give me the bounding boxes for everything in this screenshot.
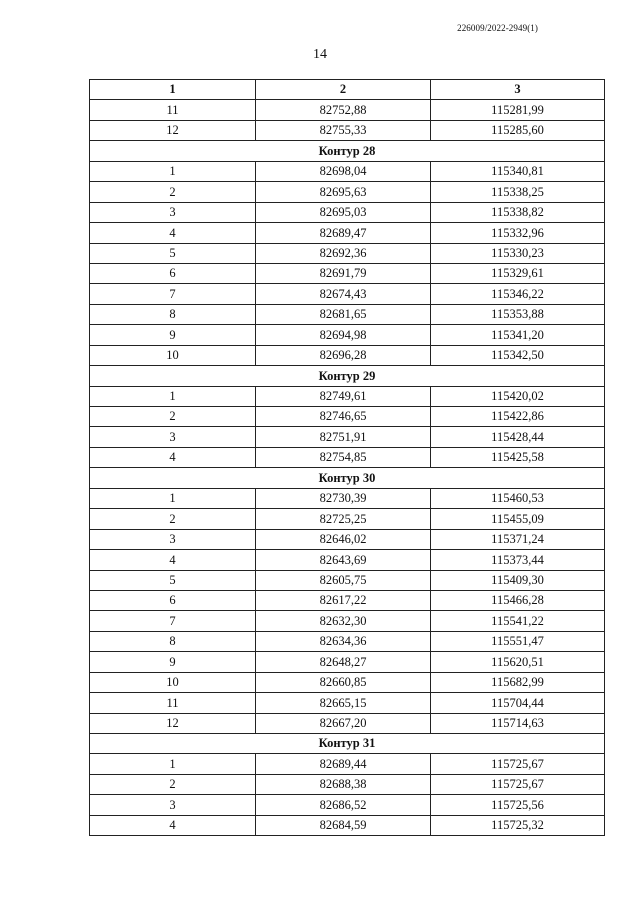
x-coordinate-cell: 82754,85 bbox=[256, 447, 431, 467]
contour-title: Контур 31 bbox=[90, 734, 605, 754]
point-number-cell: 5 bbox=[90, 570, 256, 590]
table-row bbox=[90, 672, 605, 692]
contour-section-row bbox=[90, 734, 605, 754]
x-coordinate-cell: 82698,04 bbox=[256, 161, 431, 181]
x-coordinate-cell: 82634,36 bbox=[256, 631, 431, 651]
x-coordinate-cell: 82692,36 bbox=[256, 243, 431, 263]
coordinates-table bbox=[89, 79, 605, 836]
y-coordinate-cell: 115342,50 bbox=[431, 345, 605, 365]
x-coordinate-cell: 82684,59 bbox=[256, 815, 431, 835]
table-row bbox=[90, 304, 605, 324]
x-coordinate-cell: 82648,27 bbox=[256, 652, 431, 672]
y-coordinate-cell: 115551,47 bbox=[431, 631, 605, 651]
point-number-cell: 4 bbox=[90, 815, 256, 835]
y-coordinate-cell: 115346,22 bbox=[431, 284, 605, 304]
x-coordinate-cell: 82694,98 bbox=[256, 325, 431, 345]
x-coordinate-cell: 82646,02 bbox=[256, 529, 431, 549]
point-number-cell: 12 bbox=[90, 713, 256, 733]
y-coordinate-cell: 115422,86 bbox=[431, 407, 605, 427]
x-coordinate-cell: 82681,65 bbox=[256, 304, 431, 324]
point-number-cell: 1 bbox=[90, 754, 256, 774]
table-row bbox=[90, 693, 605, 713]
contour-title: Контур 28 bbox=[90, 141, 605, 161]
x-coordinate-cell: 82695,63 bbox=[256, 182, 431, 202]
y-coordinate-cell: 115420,02 bbox=[431, 386, 605, 406]
y-coordinate-cell: 115428,44 bbox=[431, 427, 605, 447]
contour-section-row bbox=[90, 141, 605, 161]
point-number-cell: 10 bbox=[90, 672, 256, 692]
point-number-cell: 9 bbox=[90, 652, 256, 672]
table-row bbox=[90, 120, 605, 140]
table-row bbox=[90, 550, 605, 570]
contour-section-row bbox=[90, 468, 605, 488]
y-coordinate-cell: 115371,24 bbox=[431, 529, 605, 549]
table-row bbox=[90, 488, 605, 508]
point-number-cell: 2 bbox=[90, 407, 256, 427]
table-row bbox=[90, 263, 605, 283]
table-row bbox=[90, 754, 605, 774]
y-coordinate-cell: 115714,63 bbox=[431, 713, 605, 733]
table-row bbox=[90, 386, 605, 406]
point-number-cell: 2 bbox=[90, 509, 256, 529]
table-row bbox=[90, 815, 605, 835]
x-coordinate-cell: 82667,20 bbox=[256, 713, 431, 733]
coordinates-table-body bbox=[90, 80, 605, 836]
table-row bbox=[90, 447, 605, 467]
point-number-cell: 1 bbox=[90, 161, 256, 181]
point-number-cell: 8 bbox=[90, 631, 256, 651]
y-coordinate-cell: 115373,44 bbox=[431, 550, 605, 570]
table-row bbox=[90, 345, 605, 365]
y-coordinate-cell: 115281,99 bbox=[431, 100, 605, 120]
column-header-2: 2 bbox=[256, 80, 431, 100]
page-number: 14 bbox=[313, 47, 327, 62]
y-coordinate-cell: 115425,58 bbox=[431, 447, 605, 467]
table-row bbox=[90, 611, 605, 631]
x-coordinate-cell: 82730,39 bbox=[256, 488, 431, 508]
x-coordinate-cell: 82686,52 bbox=[256, 795, 431, 815]
y-coordinate-cell: 115330,23 bbox=[431, 243, 605, 263]
table-row bbox=[90, 590, 605, 610]
table-row bbox=[90, 529, 605, 549]
x-coordinate-cell: 82695,03 bbox=[256, 202, 431, 222]
table-row bbox=[90, 407, 605, 427]
point-number-cell: 3 bbox=[90, 427, 256, 447]
table-row bbox=[90, 509, 605, 529]
y-coordinate-cell: 115682,99 bbox=[431, 672, 605, 692]
x-coordinate-cell: 82605,75 bbox=[256, 570, 431, 590]
point-number-cell: 2 bbox=[90, 774, 256, 794]
point-number-cell: 4 bbox=[90, 550, 256, 570]
x-coordinate-cell: 82746,65 bbox=[256, 407, 431, 427]
table-row bbox=[90, 652, 605, 672]
table-row bbox=[90, 325, 605, 345]
x-coordinate-cell: 82752,88 bbox=[256, 100, 431, 120]
column-header-1: 1 bbox=[90, 80, 256, 100]
y-coordinate-cell: 115620,51 bbox=[431, 652, 605, 672]
x-coordinate-cell: 82660,85 bbox=[256, 672, 431, 692]
y-coordinate-cell: 115341,20 bbox=[431, 325, 605, 345]
x-coordinate-cell: 82725,25 bbox=[256, 509, 431, 529]
table-row bbox=[90, 182, 605, 202]
y-coordinate-cell: 115460,53 bbox=[431, 488, 605, 508]
x-coordinate-cell: 82632,30 bbox=[256, 611, 431, 631]
document-number: 226009/2022-2949(1) bbox=[457, 23, 538, 33]
x-coordinate-cell: 82665,15 bbox=[256, 693, 431, 713]
contour-section-row bbox=[90, 366, 605, 386]
table-row bbox=[90, 570, 605, 590]
y-coordinate-cell: 115338,82 bbox=[431, 202, 605, 222]
table-row bbox=[90, 631, 605, 651]
y-coordinate-cell: 115725,56 bbox=[431, 795, 605, 815]
table-header-row bbox=[90, 80, 605, 100]
point-number-cell: 3 bbox=[90, 795, 256, 815]
point-number-cell: 3 bbox=[90, 529, 256, 549]
point-number-cell: 6 bbox=[90, 590, 256, 610]
point-number-cell: 11 bbox=[90, 100, 256, 120]
y-coordinate-cell: 115455,09 bbox=[431, 509, 605, 529]
x-coordinate-cell: 82749,61 bbox=[256, 386, 431, 406]
point-number-cell: 11 bbox=[90, 693, 256, 713]
table-row bbox=[90, 795, 605, 815]
column-header-3: 3 bbox=[431, 80, 605, 100]
y-coordinate-cell: 115409,30 bbox=[431, 570, 605, 590]
x-coordinate-cell: 82688,38 bbox=[256, 774, 431, 794]
y-coordinate-cell: 115340,81 bbox=[431, 161, 605, 181]
point-number-cell: 2 bbox=[90, 182, 256, 202]
point-number-cell: 5 bbox=[90, 243, 256, 263]
y-coordinate-cell: 115704,44 bbox=[431, 693, 605, 713]
point-number-cell: 7 bbox=[90, 611, 256, 631]
y-coordinate-cell: 115725,32 bbox=[431, 815, 605, 835]
y-coordinate-cell: 115541,22 bbox=[431, 611, 605, 631]
y-coordinate-cell: 115725,67 bbox=[431, 774, 605, 794]
point-number-cell: 12 bbox=[90, 120, 256, 140]
point-number-cell: 1 bbox=[90, 386, 256, 406]
table-row bbox=[90, 284, 605, 304]
table-row bbox=[90, 202, 605, 222]
point-number-cell: 6 bbox=[90, 263, 256, 283]
table-row bbox=[90, 100, 605, 120]
x-coordinate-cell: 82617,22 bbox=[256, 590, 431, 610]
table-row bbox=[90, 161, 605, 181]
table-row bbox=[90, 223, 605, 243]
point-number-cell: 10 bbox=[90, 345, 256, 365]
y-coordinate-cell: 115466,28 bbox=[431, 590, 605, 610]
point-number-cell: 3 bbox=[90, 202, 256, 222]
y-coordinate-cell: 115338,25 bbox=[431, 182, 605, 202]
contour-title: Контур 29 bbox=[90, 366, 605, 386]
y-coordinate-cell: 115725,67 bbox=[431, 754, 605, 774]
x-coordinate-cell: 82751,91 bbox=[256, 427, 431, 447]
x-coordinate-cell: 82689,44 bbox=[256, 754, 431, 774]
table-row bbox=[90, 427, 605, 447]
table-row bbox=[90, 774, 605, 794]
x-coordinate-cell: 82755,33 bbox=[256, 120, 431, 140]
contour-title: Контур 30 bbox=[90, 468, 605, 488]
table-row bbox=[90, 243, 605, 263]
point-number-cell: 4 bbox=[90, 447, 256, 467]
point-number-cell: 9 bbox=[90, 325, 256, 345]
x-coordinate-cell: 82696,28 bbox=[256, 345, 431, 365]
y-coordinate-cell: 115332,96 bbox=[431, 223, 605, 243]
y-coordinate-cell: 115329,61 bbox=[431, 263, 605, 283]
point-number-cell: 7 bbox=[90, 284, 256, 304]
point-number-cell: 1 bbox=[90, 488, 256, 508]
x-coordinate-cell: 82674,43 bbox=[256, 284, 431, 304]
point-number-cell: 8 bbox=[90, 304, 256, 324]
table-row bbox=[90, 713, 605, 733]
x-coordinate-cell: 82643,69 bbox=[256, 550, 431, 570]
y-coordinate-cell: 115353,88 bbox=[431, 304, 605, 324]
y-coordinate-cell: 115285,60 bbox=[431, 120, 605, 140]
x-coordinate-cell: 82689,47 bbox=[256, 223, 431, 243]
point-number-cell: 4 bbox=[90, 223, 256, 243]
x-coordinate-cell: 82691,79 bbox=[256, 263, 431, 283]
